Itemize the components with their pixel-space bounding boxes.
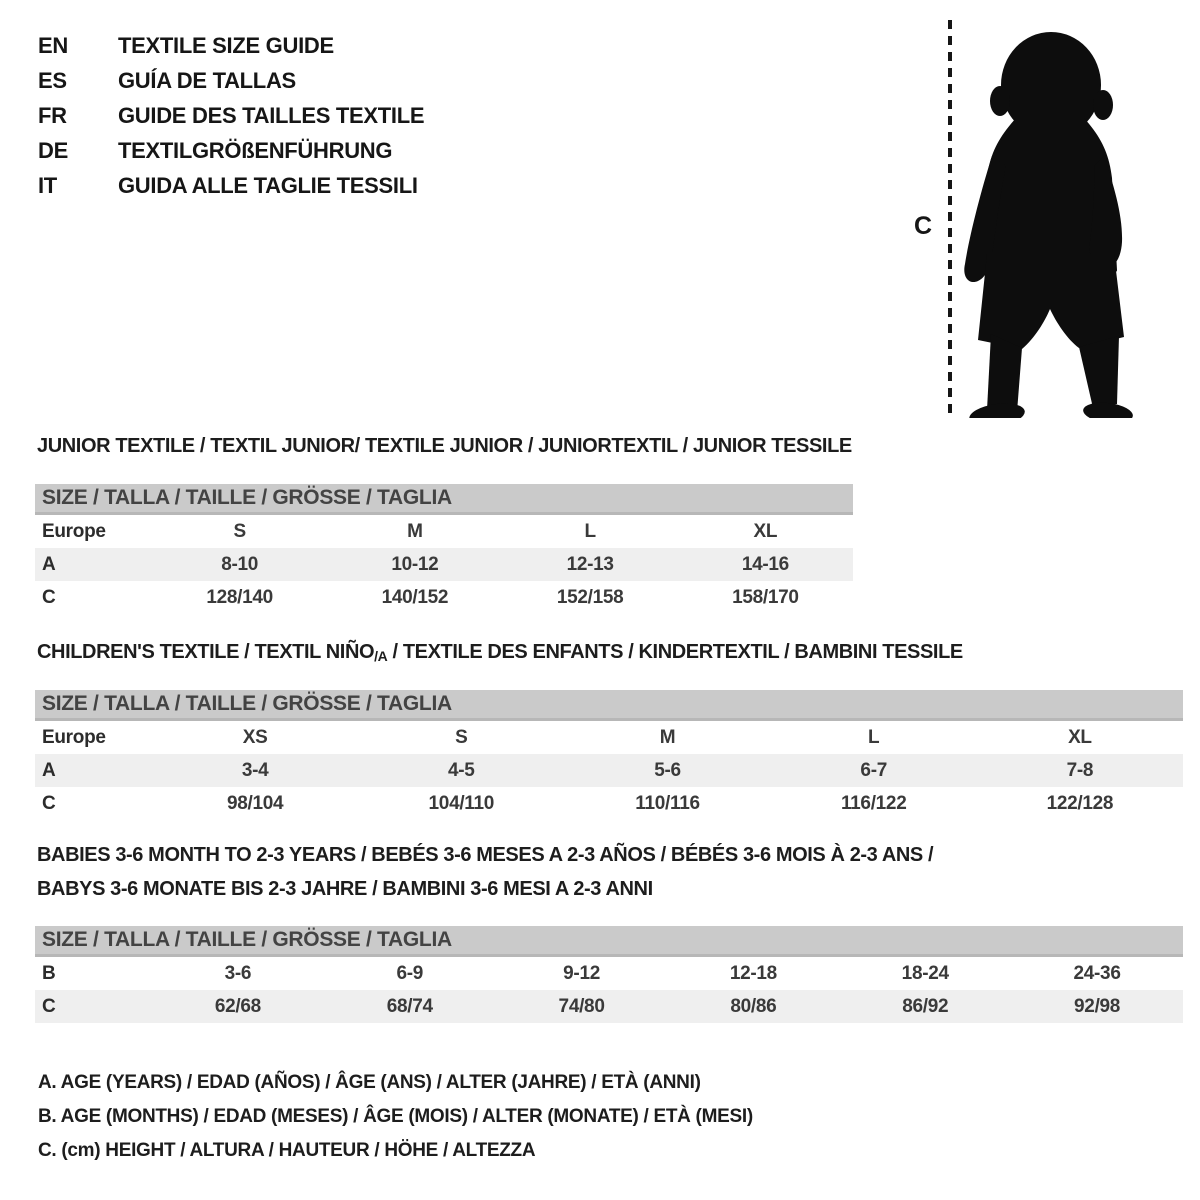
row-label: C [42, 586, 56, 608]
lang-label: GUIDE DES TAILLES TEXTILE [118, 102, 425, 128]
junior-size-table [35, 484, 853, 614]
row-label: A [42, 553, 56, 575]
lang-label: TEXTILGRÖßENFÜHRUNG [118, 137, 393, 163]
table-cell: 140/152 [381, 586, 449, 608]
table-cell: 8-10 [221, 553, 259, 575]
row-label: Europe [42, 520, 106, 542]
table-cell: XS [242, 726, 268, 748]
table-cell: XL [753, 520, 778, 542]
lang-code: EN [38, 32, 68, 58]
table-cell: 14-16 [741, 553, 789, 575]
table-cell: 122/128 [1046, 792, 1114, 814]
table-row-age [35, 754, 1183, 787]
table-cell: 6-7 [860, 759, 887, 781]
table-cell: 24-36 [1073, 962, 1121, 984]
table-cell: 74/80 [558, 995, 605, 1017]
table-row-europe [35, 721, 1183, 754]
babies-size-table [35, 926, 1183, 1023]
table-cell: 7-8 [1066, 759, 1094, 781]
table-cell: 152/158 [556, 586, 624, 608]
lang-row-de [38, 133, 424, 168]
legend-line-c: C. (cm) HEIGHT / ALTURA / HAUTEUR / HÖHE / ALTEZZA [38, 1140, 536, 1161]
children-title-rest: / TEXTILE DES ENFANTS / KINDERTEXTIL / BAMBINI TESSILE [387, 641, 963, 663]
table-cell: 110/116 [635, 792, 700, 814]
table-row-months [35, 957, 1183, 990]
row-label: A [42, 759, 56, 781]
lang-label: TEXTILE SIZE GUIDE [118, 32, 334, 58]
junior-section-title: JUNIOR TEXTILE / TEXTIL JUNIOR/ TEXTILE JUNIOR / JUNIORTEXTIL / JUNIOR TESSILE [37, 435, 852, 457]
table-cell: 4-5 [448, 759, 475, 781]
row-label: C [42, 792, 56, 814]
table-cell: S [233, 520, 246, 542]
table-cell: 68/74 [386, 995, 433, 1017]
table-cell: 128/140 [206, 586, 273, 608]
table-cell: 12-18 [729, 962, 777, 984]
table-row-height [35, 990, 1183, 1023]
height-measure-dashed-line [948, 20, 952, 416]
table-cell: M [407, 520, 423, 542]
table-row-height [35, 787, 1183, 820]
table-cell: 86/92 [902, 995, 949, 1017]
table-cell: 3-6 [224, 962, 252, 984]
row-label: B [42, 962, 56, 984]
toddler-silhouette-icon [956, 18, 1146, 418]
children-title-main: CHILDREN'S TEXTILE / TEXTIL NIÑO [37, 641, 375, 663]
lang-row-fr [38, 98, 424, 133]
table-cell: 116/122 [840, 792, 907, 814]
legend-line-a: A. AGE (YEARS) / EDAD (AÑOS) / ÂGE (ANS) / ALTER (JAHRE) / ETÀ (ANNI) [38, 1072, 701, 1093]
table-cell: XL [1068, 726, 1092, 748]
table-cell: 6-9 [396, 962, 424, 984]
table-cell: 12-13 [566, 553, 614, 575]
table-row-europe [35, 515, 853, 548]
language-title-list [38, 28, 424, 203]
table-cell: S [455, 726, 468, 748]
children-title-sub: /A [374, 648, 388, 664]
table-cell: 9-12 [563, 962, 600, 984]
legend-line-b: B. AGE (MONTHS) / EDAD (MESES) / ÂGE (MOIS) / ALTER (MONATE) / ETÀ (MESI) [38, 1106, 753, 1127]
table-cell: 158/170 [732, 586, 799, 608]
table-row-height [35, 581, 853, 614]
table-cell: L [584, 520, 596, 542]
table-cell: 5-6 [654, 759, 681, 781]
table-cell: 62/68 [214, 995, 261, 1017]
table-cell: 18-24 [901, 962, 949, 984]
lang-row-it [38, 168, 424, 203]
lang-code: DE [38, 137, 68, 163]
measurement-legend [38, 1066, 753, 1168]
lang-code: IT [38, 172, 57, 198]
babies-section-title-line1: BABIES 3-6 MONTH TO 2-3 YEARS / BEBÉS 3-6 MESES A 2-3 AÑOS / BÉBÉS 3-6 MOIS À 2-3 ANS / [37, 844, 934, 866]
table-cell: 104/110 [428, 792, 495, 814]
lang-label: GUIDA ALLE TAGLIE TESSILI [118, 172, 418, 198]
babies-section-title-line2: BABYS 3-6 MONATE BIS 2-3 JAHRE / BAMBINI 3-6 MESI A 2-3 ANNI [37, 878, 653, 900]
lang-code: FR [38, 102, 67, 128]
height-measure-label: C [914, 212, 932, 240]
size-header-bar: SIZE / TALLA / TAILLE / GRÖSSE / TAGLIA [35, 926, 1183, 957]
table-cell: M [659, 726, 676, 748]
lang-row-es [38, 63, 424, 98]
table-cell: 98/104 [226, 792, 284, 814]
table-cell: 92/98 [1074, 995, 1121, 1017]
lang-label: GUÍA DE TALLAS [118, 67, 296, 93]
size-header-bar: SIZE / TALLA / TAILLE / GRÖSSE / TAGLIA [35, 484, 853, 515]
table-cell: 10-12 [391, 553, 439, 575]
lang-row-en [38, 28, 424, 63]
size-header-bar: SIZE / TALLA / TAILLE / GRÖSSE / TAGLIA [35, 690, 1183, 721]
table-cell: 3-4 [241, 759, 269, 781]
table-cell: 80/86 [730, 995, 777, 1017]
children-section-title [37, 641, 963, 664]
row-label: C [42, 995, 56, 1017]
row-label: Europe [42, 726, 106, 748]
table-row-age [35, 548, 853, 581]
lang-code: ES [38, 67, 67, 93]
children-size-table [35, 690, 1183, 820]
table-cell: L [868, 726, 880, 748]
